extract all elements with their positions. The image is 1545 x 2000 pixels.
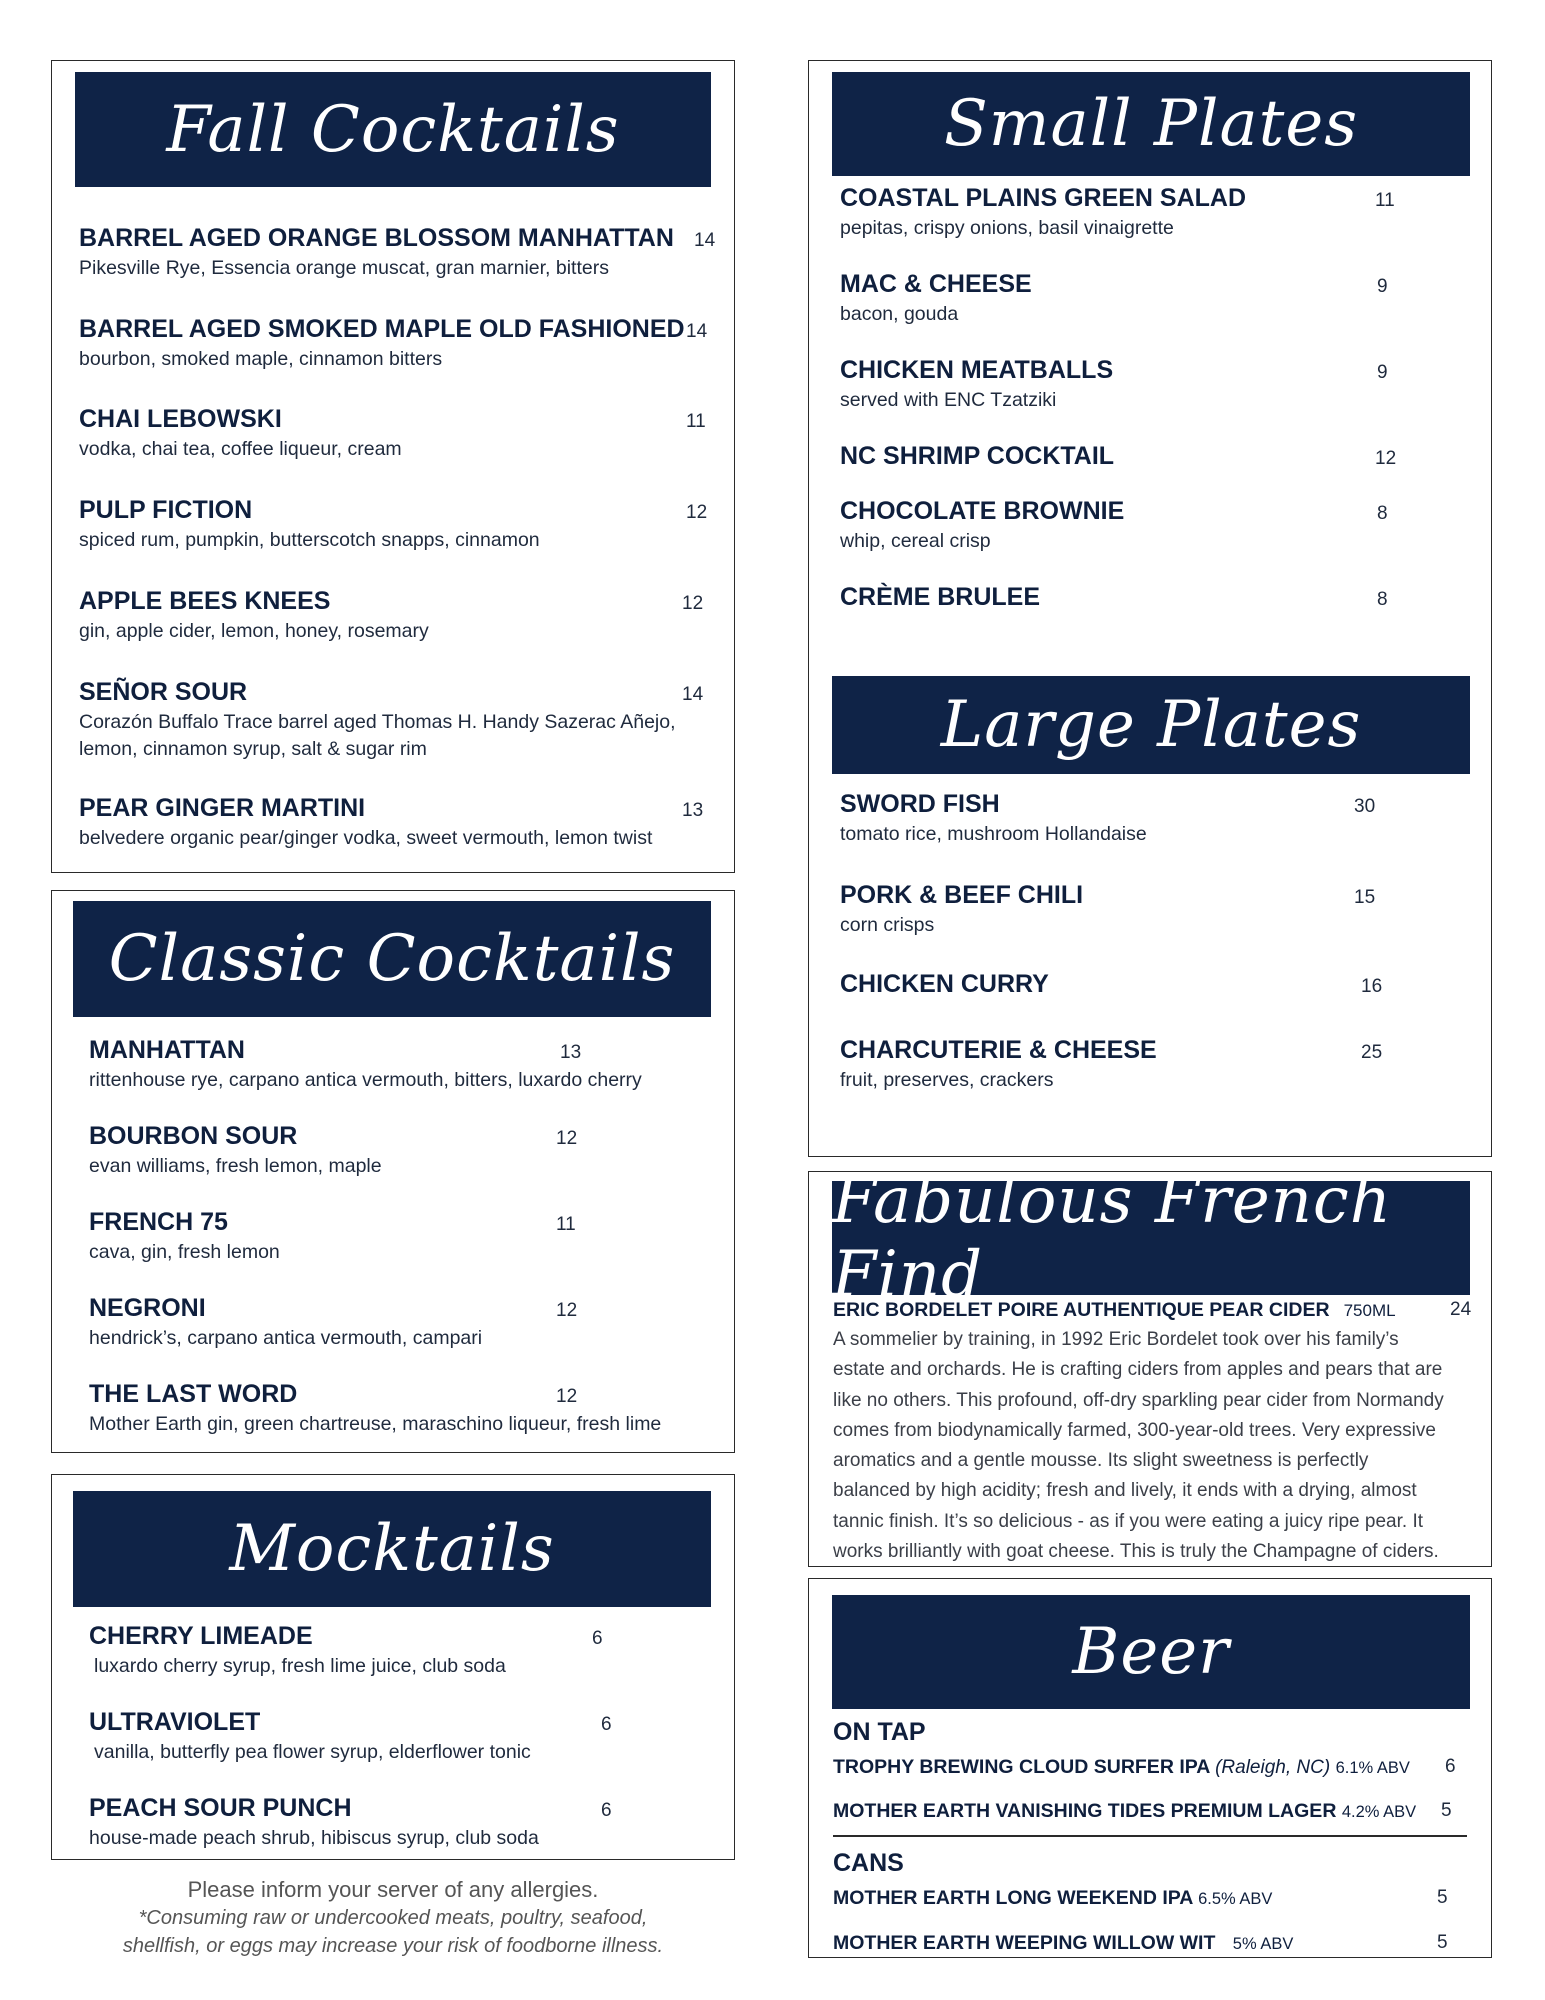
menu-item <box>840 497 1124 553</box>
item-desc: rittenhouse rye, carpano antica vermouth, bitters, luxardo cherry <box>89 1069 642 1091</box>
classic-cocktails-banner: Classic Cocktails <box>73 901 711 1017</box>
item-price: 8 <box>1377 589 1388 610</box>
item-desc: vodka, chai tea, coffee liqueur, cream <box>79 438 402 460</box>
item-desc: house-made peach shrub, hibiscus syrup, club soda <box>89 1827 539 1849</box>
item-name: THE LAST WORD <box>89 1380 298 1408</box>
beer-item <box>833 1800 1416 1823</box>
beer-price: 6 <box>1445 1756 1456 1777</box>
beer-banner: Beer <box>832 1595 1470 1709</box>
beer-abv: 6.5% ABV <box>1198 1890 1273 1908</box>
item-desc: pepitas, crispy onions, basil vinaigrette <box>840 217 1174 239</box>
allergy-notice: Please inform your server of any allergies. <box>187 1877 599 1902</box>
item-price: 30 <box>1354 796 1376 817</box>
item-name: SEÑOR SOUR <box>79 678 248 706</box>
item-desc: corn crisps <box>840 914 935 936</box>
item-name: APPLE BEES KNEES <box>79 587 331 615</box>
item-name: BARREL AGED SMOKED MAPLE OLD FASHIONED <box>79 315 685 343</box>
item-desc-line-2: lemon, cinnamon syrup, salt & sugar rim <box>79 738 427 760</box>
description-line: tannic finish. It’s so delicious - as if you were eating a juicy ripe pear. It <box>833 1510 1424 1532</box>
item-price: 13 <box>560 1042 582 1063</box>
french-find-banner: Fabulous French Find <box>832 1181 1470 1295</box>
beer-price: 5 <box>1437 1932 1448 1953</box>
item-desc: served with ENC Tzatziki <box>840 389 1057 411</box>
item-name: NC SHRIMP COCKTAIL <box>840 442 1115 470</box>
item-price: 14 <box>682 684 704 705</box>
beer-item <box>833 1887 1272 1910</box>
item-name: FRENCH 75 <box>89 1208 228 1236</box>
menu-item <box>79 315 685 371</box>
beer-name: MOTHER EARTH VANISHING TIDES PREMIUM LAGER <box>833 1800 1337 1822</box>
beer-name: MOTHER EARTH WEEPING WILLOW WIT <box>833 1932 1216 1954</box>
item-price: 6 <box>592 1628 603 1649</box>
fall-cocktails-banner: Fall Cocktails <box>75 72 711 187</box>
item-desc: gin, apple cider, lemon, honey, rosemary <box>79 620 429 642</box>
item-name: CHICKEN MEATBALLS <box>840 356 1114 384</box>
item-desc: Corazón Buffalo Trace barrel aged Thomas H. Handy Sazerac Añejo, <box>79 711 676 733</box>
item-name: ULTRAVIOLET <box>89 1708 261 1736</box>
item-price: 9 <box>1377 276 1388 297</box>
cider-title: ERIC BORDELET POIRE AUTHENTIQUE PEAR CIDER <box>833 1299 1330 1321</box>
item-desc: Mother Earth gin, green chartreuse, maraschino liqueur, fresh lime <box>89 1413 662 1435</box>
item-name: PEAR GINGER MARTINI <box>79 794 366 822</box>
item-desc: belvedere organic pear/ginger vodka, sweet vermouth, lemon twist <box>79 827 653 849</box>
on-tap-heading: ON TAP <box>833 1718 926 1746</box>
menu-item <box>89 1122 382 1178</box>
menu-item <box>840 184 1246 240</box>
menu-item <box>89 1208 280 1264</box>
menu-item <box>79 405 402 461</box>
item-price: 11 <box>686 411 706 432</box>
item-name: PULP FICTION <box>79 496 253 524</box>
menu-item <box>840 1036 1157 1092</box>
item-price: 9 <box>1377 362 1388 383</box>
item-desc: cava, gin, fresh lemon <box>89 1241 280 1263</box>
menu-item <box>79 678 676 761</box>
menu-item <box>840 442 1114 471</box>
description-line: A sommelier by training, in 1992 Eric Bordelet took over his family’s <box>833 1329 1399 1350</box>
mocktails-banner: Mocktails <box>73 1491 711 1607</box>
item-price: 12 <box>682 593 704 614</box>
item-price: 12 <box>556 1128 578 1149</box>
item-name: BARREL AGED ORANGE BLOSSOM MANHATTAN <box>79 224 674 252</box>
beer-price: 5 <box>1441 1800 1452 1821</box>
item-name: SWORD FISH <box>840 790 1000 818</box>
small-plates-banner: Small Plates <box>832 72 1470 176</box>
menu-item <box>79 794 652 850</box>
beer-name: TROPHY BREWING CLOUD SURFER IPA <box>833 1756 1210 1778</box>
description-line: balanced by high acidity; fresh and lively, it ends with a drying, almost <box>833 1480 1417 1502</box>
item-name: CRÈME BRULEE <box>840 583 1041 611</box>
divider <box>833 1835 1467 1837</box>
item-name: PEACH SOUR PUNCH <box>89 1794 352 1822</box>
item-name: CHERRY LIMEADE <box>89 1622 313 1650</box>
item-desc: whip, cereal crisp <box>840 530 991 552</box>
cider-price: 24 <box>1450 1299 1472 1320</box>
item-price: 6 <box>601 1714 612 1735</box>
item-price: 25 <box>1361 1042 1383 1063</box>
consumption-warning-1: *Consuming raw or undercooked meats, poultry, seafood, <box>138 1907 648 1929</box>
item-desc: fruit, preserves, crackers <box>840 1069 1054 1091</box>
item-price: 11 <box>556 1214 576 1235</box>
item-name: CHOCOLATE BROWNIE <box>840 497 1125 525</box>
item-desc: bacon, gouda <box>840 303 959 325</box>
item-price: 6 <box>601 1800 612 1821</box>
consumption-warning-2: shellfish, or eggs may increase your risk of foodborne illness. <box>122 1935 664 1957</box>
description-line: aromatics and a gentle mousse. Its slight sweetness is perfectly <box>833 1450 1369 1472</box>
beer-abv: 4.2% ABV <box>1341 1803 1417 1821</box>
description-line: like no others. This profound, off-dry sparkling pear cider from Normandy <box>833 1389 1444 1411</box>
menu-item <box>89 1036 642 1092</box>
item-name: MAC & CHEESE <box>840 270 1032 298</box>
item-name: BOURBON SOUR <box>89 1122 298 1150</box>
description-line: estate and orchards. He is crafting ciders from apples and pears that are <box>833 1359 1443 1381</box>
item-price: 16 <box>1361 976 1383 997</box>
item-price: 11 <box>1375 190 1395 211</box>
item-price: 12 <box>686 502 708 523</box>
item-desc: evan williams, fresh lemon, maple <box>89 1155 382 1177</box>
item-desc: spiced rum, pumpkin, butterscotch snapps, cinnamon <box>79 529 540 551</box>
item-desc: vanilla, butterfly pea flower syrup, elderflower tonic <box>94 1741 531 1763</box>
menu-item <box>840 583 1040 612</box>
beer-region: (Raleigh, NC) <box>1215 1757 1331 1778</box>
item-price: 15 <box>1354 887 1376 908</box>
beer-item <box>833 1756 1410 1779</box>
item-desc: tomato rice, mushroom Hollandaise <box>840 823 1147 845</box>
item-name: MANHATTAN <box>89 1036 245 1064</box>
item-name: CHAI LEBOWSKI <box>79 405 282 433</box>
menu-item <box>840 881 1083 937</box>
item-name: CHICKEN CURRY <box>840 970 1049 998</box>
menu-item <box>89 1294 482 1350</box>
menu-item <box>840 270 1032 326</box>
menu-item <box>89 1622 506 1678</box>
beer-item <box>833 1932 1293 1955</box>
cider-description <box>833 1325 1489 1567</box>
item-desc: hendrick’s, carpano antica vermouth, campari <box>89 1327 483 1349</box>
description-line: works brilliantly with goat cheese. This is truly the Champagne of ciders. <box>833 1541 1439 1563</box>
item-name: PORK & BEEF CHILI <box>840 881 1084 909</box>
item-desc: luxardo cherry syrup, fresh lime juice, club soda <box>94 1655 506 1677</box>
large-plates-banner: Large Plates <box>832 676 1470 774</box>
item-name: CHARCUTERIE & CHEESE <box>840 1036 1157 1064</box>
menu-item <box>79 224 674 280</box>
menu-item <box>840 790 1147 846</box>
item-desc: Pikesville Rye, Essencia orange muscat, gran marnier, bitters <box>79 257 609 279</box>
beer-abv: 6.1% ABV <box>1335 1759 1410 1777</box>
cider-size: 750ML <box>1343 1301 1396 1320</box>
description-line: comes from biodynamically farmed, 300-year-old trees. Very expressive <box>833 1419 1436 1441</box>
item-price: 12 <box>556 1300 578 1321</box>
item-price: 12 <box>1375 448 1397 469</box>
item-desc: bourbon, smoked maple, cinnamon bitters <box>79 348 443 370</box>
beer-abv: 5% ABV <box>1232 1935 1294 1953</box>
item-name: COASTAL PLAINS GREEN SALAD <box>840 184 1247 212</box>
cider-name <box>833 1299 1396 1322</box>
menu-item <box>89 1794 539 1850</box>
item-price: 12 <box>556 1386 578 1407</box>
beer-price: 5 <box>1437 1887 1448 1908</box>
item-price: 13 <box>682 800 704 821</box>
item-price: 8 <box>1377 503 1388 524</box>
menu-item <box>840 356 1113 412</box>
menu-item <box>840 970 1049 999</box>
item-price: 14 <box>694 230 716 251</box>
menu-item <box>79 587 429 643</box>
menu-item <box>89 1708 531 1764</box>
beer-name: MOTHER EARTH LONG WEEKEND IPA <box>833 1887 1193 1909</box>
item-price: 14 <box>686 321 708 342</box>
item-name: NEGRONI <box>89 1294 206 1322</box>
menu-item <box>79 496 540 552</box>
cans-heading: CANS <box>833 1849 904 1877</box>
